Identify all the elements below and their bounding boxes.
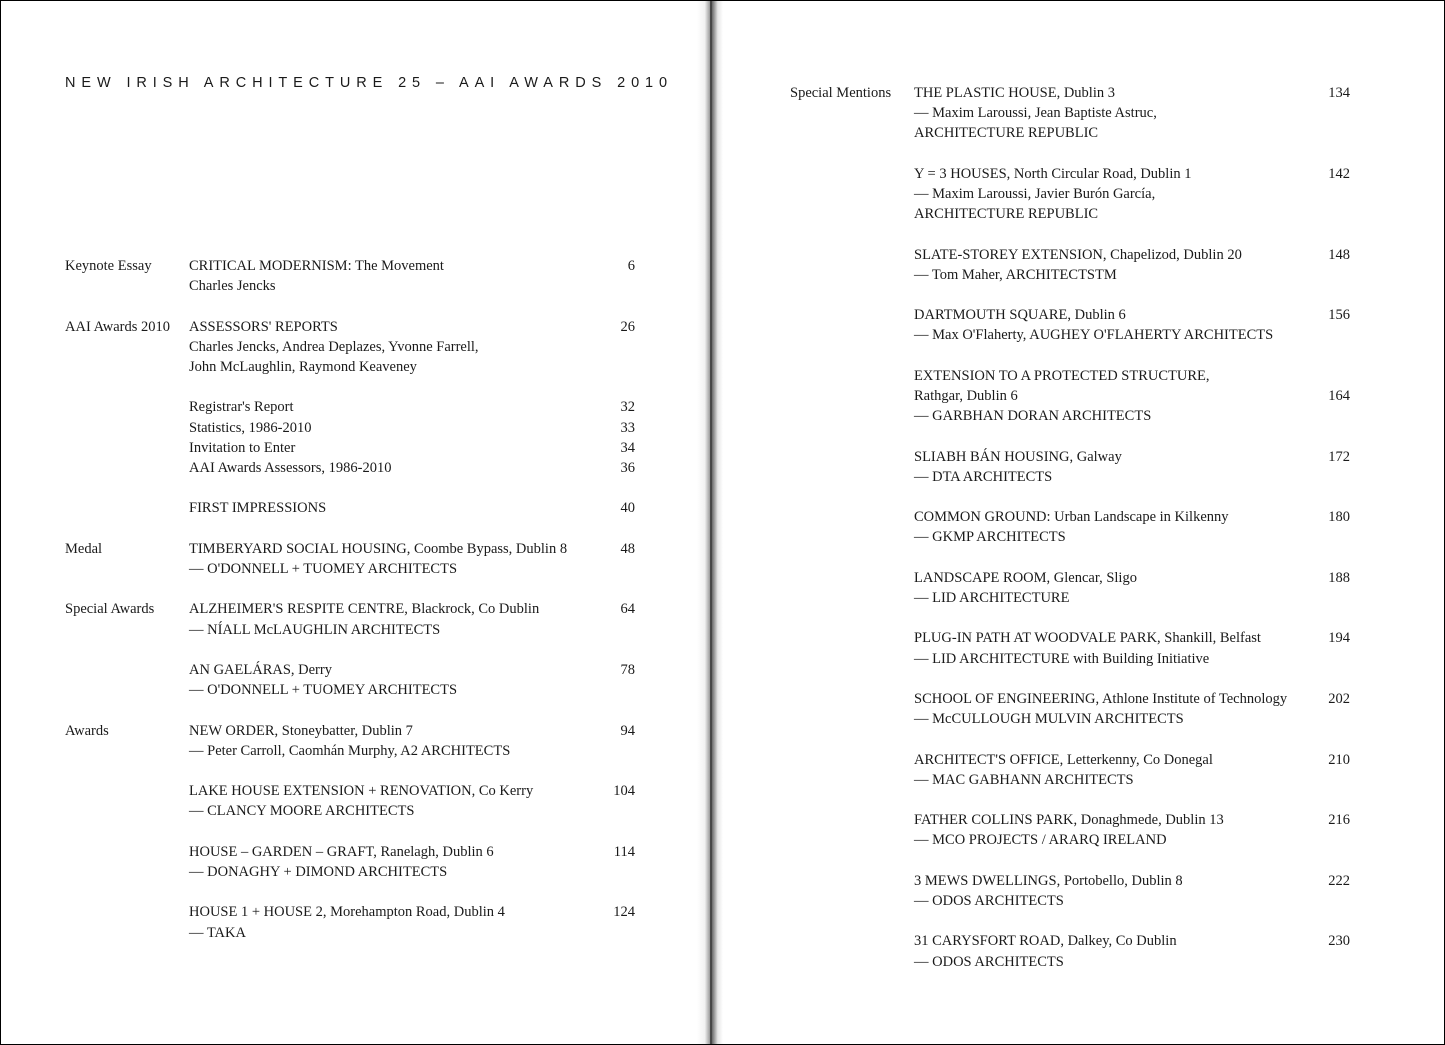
entry-text [914, 931, 1360, 971]
entry-title: ALZHEIMER'S RESPITE CENTRE, Blackrock, Co Dublin [189, 601, 540, 618]
entry-title: SLIABH BÁN HOUSING, Galway [914, 448, 1122, 465]
entry-title: Statistics, 1986-2010 [189, 419, 312, 436]
page-number: 48 [620, 540, 635, 557]
page-number: 216 [1328, 812, 1350, 829]
toc-entry [790, 871, 1360, 911]
toc-entry [65, 418, 635, 438]
entry-text [189, 781, 635, 821]
toc-entry [790, 750, 1360, 790]
toc-section-group [65, 256, 635, 317]
spacer [65, 579, 635, 599]
entry-text [914, 810, 1360, 850]
page-number: 124 [613, 904, 635, 921]
entry-title: HOUSE – GARDEN – GRAFT, Ranelagh, Dublin 6 [189, 843, 494, 860]
page-number: 134 [1328, 85, 1350, 101]
toc-entry [790, 931, 1360, 971]
entry-title: CRITICAL MODERNISM: The Movement [189, 258, 444, 274]
entry-credit: — TAKA [189, 924, 246, 941]
entry-credit: — GARBHAN DORAN ARCHITECTS [914, 408, 1152, 425]
spacer [65, 761, 635, 781]
left-page [65, 1, 673, 1044]
entry-credit: — ODOS ARCHITECTS [914, 892, 1064, 909]
spacer [790, 608, 1360, 628]
entry-title: LAKE HOUSE EXTENSION + RENOVATION, Co Kerry [189, 783, 534, 800]
page-number: 210 [1328, 751, 1350, 768]
entry-title: Y = 3 HOUSES, North Circular Road, Dublin 1 [914, 165, 1192, 182]
spacer [790, 911, 1360, 931]
toc-entry [65, 458, 635, 478]
entry-title: Invitation to Enter [189, 439, 296, 456]
entry-credit: Rathgar, Dublin 6 [914, 387, 1018, 404]
toc-entry [790, 366, 1360, 427]
spacer [790, 285, 1360, 305]
entry-text [914, 871, 1360, 911]
toc-entry [790, 83, 1360, 144]
entry-title: LANDSCAPE ROOM, Glencar, Sligo [914, 569, 1137, 586]
entry-text [914, 507, 1360, 547]
entry-title: THE PLASTIC HOUSE, Dublin 3 [914, 85, 1115, 101]
toc-entry [65, 781, 635, 821]
entry-text [914, 447, 1360, 487]
entry-credit: — Maxim Laroussi, Jean Baptiste Astruc, [914, 105, 1157, 122]
entry-credit: — NÍALL McLAUGHLIN ARCHITECTS [189, 621, 441, 638]
entry-credit: — Tom Maher, ARCHITECTSTM [914, 266, 1117, 283]
entry-text [189, 721, 635, 761]
entry-credit: — MAC GABHANN ARCHITECTS [914, 771, 1134, 788]
entry-title: SCHOOL OF ENGINEERING, Athlone Institute of Technology [914, 690, 1288, 707]
page-number: 172 [1328, 448, 1350, 465]
entry-title: TIMBERYARD SOCIAL HOUSING, Coombe Bypass, Dublin 8 [189, 540, 568, 557]
page-number: 180 [1328, 509, 1350, 526]
spacer [65, 822, 635, 842]
table-of-contents-right [790, 83, 1360, 992]
toc-entry [65, 660, 635, 700]
spacer [790, 426, 1360, 446]
page-number: 32 [620, 399, 635, 416]
page-number: 40 [620, 500, 635, 517]
entry-title: 3 MEWS DWELLINGS, Portobello, Dublin 8 [914, 872, 1183, 889]
spacer [790, 790, 1360, 810]
entry-title: PLUG-IN PATH AT WOODVALE PARK, Shankill, Belfast [914, 630, 1261, 647]
toc-entry [65, 842, 635, 882]
entry-title: FATHER COLLINS PARK, Donaghmede, Dublin 13 [914, 812, 1224, 829]
spacer [65, 640, 635, 660]
entry-credit: John McLaughlin, Raymond Keaveney [189, 359, 417, 375]
entry-text [914, 366, 1360, 427]
page-number: 34 [620, 439, 635, 456]
entry-title: FIRST IMPRESSIONS [189, 500, 327, 517]
toc-section-group [65, 721, 635, 963]
entry-title: NEW ORDER, Stoneybatter, Dublin 7 [189, 722, 413, 739]
spacer [790, 669, 1360, 689]
entry-credit: ARCHITECTURE REPUBLIC [914, 125, 1099, 142]
toc-entry [65, 539, 635, 579]
toc-entry [65, 256, 635, 296]
page-number: 6 [627, 258, 635, 274]
entry-credit: — ODOS ARCHITECTS [914, 953, 1064, 970]
toc-entry [790, 164, 1360, 225]
toc-entry [65, 438, 635, 458]
book-gutter [697, 1, 723, 1044]
entry-title: SLATE-STOREY EXTENSION, Chapelizod, Dublin 20 [914, 246, 1242, 263]
spacer [65, 700, 635, 720]
page-number: 142 [1328, 165, 1350, 182]
right-page [790, 1, 1370, 1044]
spacer [65, 377, 635, 397]
entry-title: ASSESSORS' REPORTS [189, 318, 338, 335]
toc-section-group [65, 317, 635, 398]
entry-text [189, 418, 635, 438]
toc-entry [790, 568, 1360, 608]
page-number: 230 [1328, 933, 1350, 950]
toc-entry [65, 599, 635, 639]
entry-title: ARCHITECT'S OFFICE, Letterkenny, Co Donegal [914, 751, 1213, 768]
entry-credit: — O'DONNELL + TUOMEY ARCHITECTS [189, 682, 458, 699]
entry-text [189, 660, 635, 700]
page-number: 148 [1328, 246, 1350, 263]
entry-credit: — MCO PROJECTS / ARARQ IRELAND [914, 832, 1167, 849]
entry-credit: — Peter Carroll, Caomhán Murphy, A2 ARCHITECTS [189, 742, 511, 759]
entry-title: Registrar's Report [189, 399, 294, 416]
toc-entry [65, 721, 635, 761]
toc-entry [790, 628, 1360, 668]
entry-text [189, 599, 635, 639]
page-number: 94 [620, 722, 635, 739]
spacer [65, 943, 635, 963]
entry-credit: — O'DONNELL + TUOMEY ARCHITECTS [189, 560, 458, 577]
section-label: Special Awards [65, 601, 155, 618]
entry-text [189, 539, 635, 579]
toc-section-group [65, 498, 635, 538]
spacer [65, 478, 635, 498]
entry-text [914, 689, 1360, 729]
spacer [790, 346, 1360, 366]
entry-credit: — Max O'Flaherty, AUGHEY O'FLAHERTY ARCHITECTS [914, 327, 1274, 344]
toc-section-group [790, 83, 1360, 992]
entry-text [914, 750, 1360, 790]
entry-credit: — Maxim Laroussi, Javier Burón García, [914, 186, 1156, 202]
toc-entry [790, 447, 1360, 487]
entry-text [914, 628, 1360, 668]
spacer [65, 519, 635, 539]
toc-entry [790, 810, 1360, 850]
entry-text [189, 842, 635, 882]
page-number: 36 [620, 460, 635, 476]
entry-credit: — GKMP ARCHITECTS [914, 529, 1066, 546]
section-label: Keynote Essay [65, 258, 152, 274]
running-head: NEW IRISH ARCHITECTURE 25 – AAI AWARDS 2010 [65, 75, 673, 91]
entry-credit: — LID ARCHITECTURE [914, 589, 1070, 606]
section-label: Medal [65, 540, 103, 557]
entry-text [189, 902, 635, 942]
entry-text [914, 83, 1360, 144]
page-number: 222 [1328, 872, 1350, 889]
page-number: 202 [1328, 690, 1350, 707]
entry-credit: — DONAGHY + DIMOND ARCHITECTS [189, 863, 448, 880]
entry-text [189, 397, 635, 417]
entry-credit: — McCULLOUGH MULVIN ARCHITECTS [914, 711, 1184, 728]
entry-text [914, 568, 1360, 608]
page-number: 78 [620, 661, 635, 678]
spacer [790, 224, 1360, 244]
entry-text [914, 305, 1360, 345]
spacer [790, 548, 1360, 568]
page-number: 194 [1328, 630, 1350, 647]
entry-title: HOUSE 1 + HOUSE 2, Morehampton Road, Dublin 4 [189, 904, 505, 921]
entry-title: DARTMOUTH SQUARE, Dublin 6 [914, 307, 1126, 324]
toc-section-group [65, 599, 635, 720]
spacer [65, 882, 635, 902]
spacer [790, 729, 1360, 749]
entry-text [914, 245, 1360, 285]
entry-credit: Charles Jencks, Andrea Deplazes, Yvonne Farrell, [189, 338, 479, 355]
page-number: 156 [1328, 307, 1350, 324]
entry-credit: — DTA ARCHITECTS [914, 468, 1053, 485]
spacer [790, 851, 1360, 871]
entry-title: COMMON GROUND: Urban Landscape in Kilkenny [914, 509, 1229, 526]
entry-title: AAI Awards Assessors, 1986-2010 [189, 460, 392, 476]
page-number: 164 [1328, 387, 1350, 404]
toc-section-group [65, 539, 635, 600]
entry-text [189, 317, 635, 378]
toc-section-group [65, 397, 635, 498]
toc-entry [790, 507, 1360, 547]
page-number: 33 [620, 419, 635, 436]
section-label: AAI Awards 2010 [65, 318, 170, 335]
spacer [790, 972, 1360, 992]
toc-entry [65, 902, 635, 942]
entry-text [189, 458, 635, 478]
toc-entry [790, 305, 1360, 345]
entry-text [914, 164, 1360, 225]
section-label: Awards [65, 722, 109, 739]
spacer [790, 487, 1360, 507]
toc-entry [790, 689, 1360, 729]
toc-entry [65, 317, 635, 378]
page-number: 104 [613, 783, 635, 800]
page-number: 26 [620, 318, 635, 335]
toc-entry [790, 245, 1360, 285]
entry-title: 31 CARYSFORT ROAD, Dalkey, Co Dublin [914, 933, 1177, 950]
entry-text [189, 438, 635, 458]
entry-title: AN GAELÁRAS, Derry [189, 661, 332, 678]
page-number: 188 [1328, 569, 1350, 586]
page-number: 114 [613, 843, 635, 860]
toc-entry [65, 498, 635, 518]
entry-text [189, 498, 635, 518]
entry-credit: ARCHITECTURE REPUBLIC [914, 206, 1099, 223]
spacer [790, 144, 1360, 164]
entry-credit: — CLANCY MOORE ARCHITECTS [189, 803, 415, 820]
page-number: 64 [620, 601, 635, 618]
toc-entry [65, 397, 635, 417]
section-label: Special Mentions [790, 85, 892, 101]
entry-text [189, 256, 635, 296]
entry-title: EXTENSION TO A PROTECTED STRUCTURE, [914, 367, 1210, 384]
entry-credit: Charles Jencks [189, 278, 276, 295]
entry-credit: — LID ARCHITECTURE with Building Initiative [914, 650, 1210, 667]
spacer [65, 296, 635, 316]
table-of-contents-left [65, 256, 635, 963]
